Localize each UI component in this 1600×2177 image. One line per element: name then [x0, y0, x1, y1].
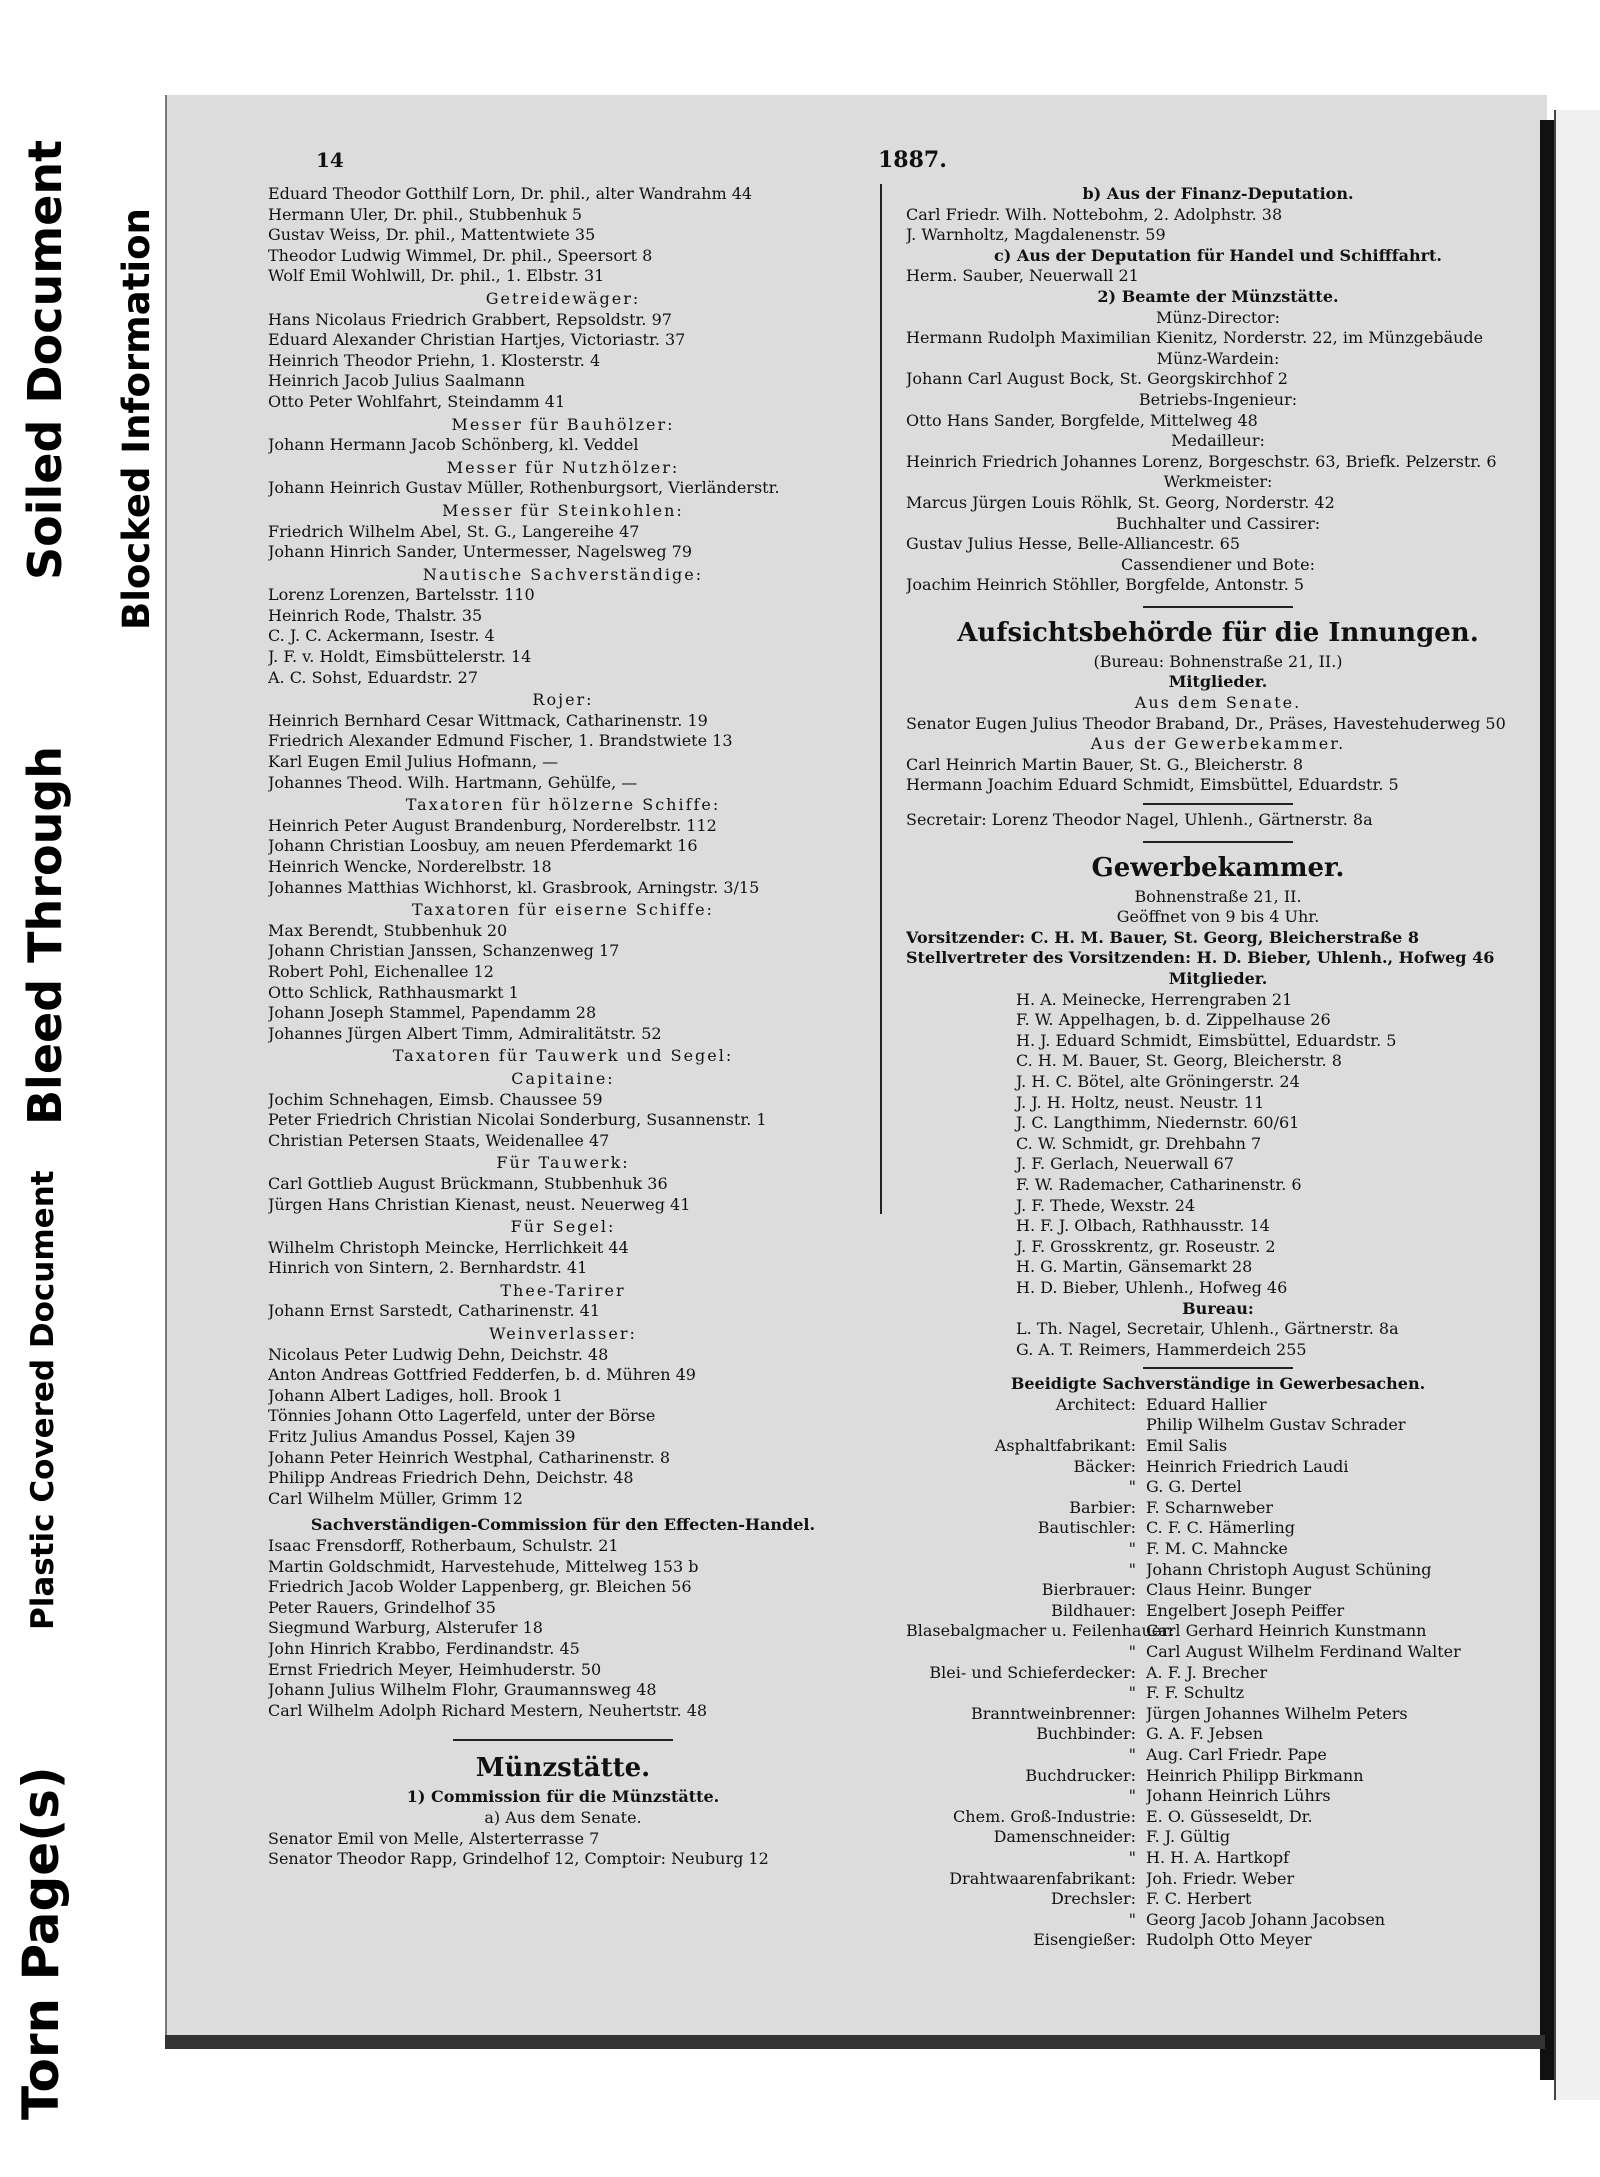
trade-label: Architect:: [1055, 1394, 1136, 1414]
directory-entry: Otto Hans Sander, Borgfelde, Mittelweg 48: [906, 410, 1258, 430]
trade-name: Joh. Friedr. Weber: [1146, 1868, 1295, 1888]
adjacent-page-strip: [1554, 110, 1600, 2100]
trade-name: H. H. A. Hartkopf: [1146, 1847, 1290, 1867]
directory-entry: Christian Petersen Staats, Weidenallee 47: [268, 1130, 610, 1150]
trade-row: [906, 1518, 1530, 1539]
trade-name: Emil Salis: [1146, 1436, 1228, 1456]
subsection-heading: Bureau:: [1182, 1298, 1254, 1318]
subsection-heading: Mitglieder.: [1168, 672, 1268, 692]
directory-entry: Gustav Weiss, Dr. phil., Mattentwiete 35: [268, 225, 596, 245]
directory-entry: Heinrich Bernhard Cesar Wittmack, Catharinenstr. 19: [268, 710, 708, 730]
page-content: [268, 147, 1530, 1980]
trade-row: [906, 1621, 1530, 1642]
trade-name: Jürgen Johannes Wilhelm Peters: [1146, 1703, 1408, 1723]
directory-entry: Siegmund Warburg, Alsterufer 18: [268, 1618, 543, 1638]
directory-entry: Carl Wilhelm Müller, Grimm 12: [268, 1488, 523, 1508]
directory-entry: Senator Eugen Julius Theodor Braband, Dr., Präses, Havestehuderweg 50: [906, 713, 1506, 733]
role-heading: Münz-Director:: [1156, 307, 1280, 327]
subsection-heading: Aus der Gewerbekammer.: [1090, 734, 1346, 754]
directory-entry: Ernst Friedrich Meyer, Heimhuderstr. 50: [268, 1659, 602, 1679]
directory-entry: Senator Theodor Rapp, Grindelhof 12, Comptoir: Neuburg 12: [268, 1849, 769, 1869]
subsection-heading: 1) Commission für die Münzstätte.: [406, 1787, 720, 1807]
directory-entry: Johann Heinrich Gustav Müller, Rothenburgsort, Vierländerstr.: [268, 478, 780, 498]
trade-label: Asphaltfabrikant:: [994, 1436, 1136, 1456]
member-entry: H. D. Bieber, Uhlenh., Hofweg 46: [1016, 1277, 1288, 1297]
trade-label: [906, 1415, 1146, 1436]
directory-entry: Heinrich Friedrich Johannes Lorenz, Borgeschstr. 63, Briefk. Pelzerstr. 6: [906, 451, 1497, 471]
trade-row: [906, 1889, 1530, 1910]
member-entry: J. H. C. Bötel, alte Gröningerstr. 24: [1016, 1071, 1300, 1091]
stamp-plastic-covered: Plastic Covered Document: [25, 1170, 61, 1630]
directory-entry: Robert Pohl, Eichenallee 12: [268, 961, 494, 981]
trade-label: ": [1128, 1539, 1136, 1559]
directory-entry: Fritz Julius Amandus Possel, Kajen 39: [268, 1427, 576, 1447]
directory-entry: Hermann Uler, Dr. phil., Stubbenhuk 5: [268, 204, 583, 224]
directory-entry: Heinrich Jacob Julius Saalmann: [268, 371, 525, 391]
directory-entry: J. F. v. Holdt, Eimsbüttelerstr. 14: [268, 647, 532, 667]
directory-entry: Senator Emil von Melle, Alsterterrasse 7: [268, 1828, 600, 1848]
directory-entry: Tönnies Johann Otto Lagerfeld, unter der Börse: [268, 1406, 656, 1426]
member-entry: J. J. H. Holtz, neust. Neustr. 11: [1016, 1092, 1265, 1112]
trade-name: E. O. Güsseseldt, Dr.: [1146, 1806, 1313, 1826]
trade-label: Buchdrucker:: [1025, 1765, 1136, 1785]
page-header: [268, 147, 1530, 184]
trade-label: Buchbinder:: [1036, 1724, 1136, 1744]
section-heading: Für Tauwerk:: [496, 1153, 630, 1173]
section-address: Bohnenstraße 21, II.: [1134, 886, 1302, 906]
directory-entry: Johannes Theod. Wilh. Hartmann, Gehülfe, —: [268, 772, 638, 792]
left-column: [268, 184, 858, 1870]
trade-name: Heinrich Friedrich Laudi: [1146, 1456, 1349, 1476]
trade-name: Carl August Wilhelm Ferdinand Walter: [1146, 1642, 1461, 1661]
directory-entry: Philipp Andreas Friedrich Dehn, Deichstr. 48: [268, 1468, 634, 1488]
trade-name: F. C. Herbert: [1146, 1889, 1252, 1909]
trade-name: F. M. C. Mahncke: [1146, 1539, 1288, 1559]
trade-name: Johann Heinrich Lührs: [1146, 1786, 1331, 1806]
trade-row: [906, 1704, 1530, 1725]
section-title: Münzstätte.: [475, 1753, 651, 1784]
trade-row: [906, 1498, 1530, 1519]
directory-entry: C. J. C. Ackermann, Isestr. 4: [268, 626, 495, 646]
role-heading: Buchhalter und Cassirer:: [1115, 513, 1321, 533]
directory-entry: Wilhelm Christoph Meincke, Herrlichkeit 44: [268, 1237, 629, 1257]
directory-entry: Otto Peter Wohlfahrt, Steindamm 41: [268, 391, 566, 411]
trade-label: Damenschneider:: [993, 1827, 1136, 1847]
section-heading: Sachverständigen-Commission für den Effecten-Handel.: [310, 1515, 816, 1535]
trade-label: Bildhauer:: [1051, 1600, 1136, 1620]
trade-row: [906, 1745, 1530, 1766]
directory-entry: Stellvertreter des Vorsitzenden: H. D. Bieber, Uhlenh., Hofweg 46: [906, 948, 1495, 968]
section-title: Aufsichtsbehörde für die Innungen.: [957, 617, 1479, 648]
trade-row: [906, 1457, 1530, 1478]
directory-entry: Hermann Joachim Eduard Schmidt, Eimsbüttel, Eduardstr. 5: [906, 775, 1399, 795]
trade-name: Aug. Carl Friedr. Pape: [1146, 1744, 1327, 1764]
directory-entry: Johann Christian Janssen, Schanzenweg 17: [268, 941, 620, 961]
trade-row: [906, 1415, 1530, 1436]
trade-name: C. F. C. Hämerling: [1146, 1518, 1296, 1538]
right-column: [906, 184, 1530, 1951]
directory-entry: Johann Carl August Bock, St. Georgskirchhof 2: [906, 369, 1288, 389]
trade-name: F. F. Schultz: [1146, 1683, 1245, 1703]
directory-entry: Gustav Julius Hesse, Belle-Alliancestr. 65: [906, 534, 1241, 554]
directory-entry: Joachim Heinrich Stöhller, Borgfelde, Antonstr. 5: [906, 575, 1305, 595]
directory-entry: Johann Hermann Jacob Schönberg, kl. Veddel: [268, 435, 639, 455]
subsection-heading: Beeidigte Sachverständige in Gewerbesachen.: [1010, 1374, 1426, 1394]
trade-name: Carl Gerhard Heinrich Kunstmann: [1146, 1621, 1427, 1641]
member-entry: H. F. J. Olbach, Rathhausstr. 14: [1016, 1216, 1270, 1236]
role-heading: Betriebs-Ingenieur:: [1138, 389, 1298, 409]
directory-entry: Martin Goldschmidt, Harvestehude, Mittelweg 153 b: [268, 1556, 699, 1576]
directory-entry: Heinrich Wencke, Norderelbstr. 18: [268, 857, 552, 876]
section-rule: [1143, 1367, 1293, 1369]
trade-label: Blasebalgmacher u. Feilenhauer:: [906, 1621, 1175, 1641]
page-number: 14: [316, 148, 344, 172]
role-heading: Cassendiener und Bote:: [1121, 554, 1315, 574]
trade-row: [906, 1827, 1530, 1848]
trade-row: [906, 1930, 1530, 1951]
directory-entry: A. C. Sohst, Eduardstr. 27: [268, 667, 478, 687]
role-heading: Werkmeister:: [1163, 472, 1273, 492]
directory-entry: Johannes Jürgen Albert Timm, Admiralitätstr. 52: [268, 1023, 662, 1043]
section-title: Gewerbekammer.: [1091, 852, 1345, 883]
directory-entry: Karl Eugen Emil Julius Hofmann, —: [268, 752, 559, 772]
role-heading: Münz-Wardein:: [1156, 348, 1280, 368]
trade-row: [906, 1477, 1530, 1498]
stamp-soiled-document: Soiled Document: [18, 139, 72, 580]
role-heading: Medailleur:: [1171, 431, 1265, 451]
scan-edge-shadow: [1540, 120, 1554, 2080]
trade-row: [906, 1910, 1530, 1931]
directory-entry: Friedrich Alexander Edmund Fischer, 1. Brandstwiete 13: [268, 731, 733, 751]
directory-entry: Johann Christian Loosbuy, am neuen Pferdemarkt 16: [268, 836, 698, 856]
stamp-blocked-information: Blocked Information: [115, 208, 158, 630]
trade-label: Bautischler:: [1037, 1518, 1136, 1538]
trade-label: Drahtwaarenfabrikant:: [949, 1868, 1136, 1888]
directory-entry: John Hinrich Krabbo, Ferdinandstr. 45: [268, 1638, 580, 1658]
directory-entry: Carl Heinrich Martin Bauer, St. G., Bleicherstr. 8: [906, 754, 1303, 774]
directory-entry: Marcus Jürgen Louis Röhlk, St. Georg, Norderstr. 42: [906, 492, 1335, 512]
section-rule: [453, 1739, 673, 1741]
directory-entry: Max Berendt, Stubbenhuk 20: [268, 920, 508, 940]
directory-entry: Johann Peter Heinrich Westphal, Catharinenstr. 8: [268, 1447, 671, 1467]
directory-entry: Heinrich Peter August Brandenburg, Norderelbstr. 112: [268, 815, 717, 835]
trade-label: ": [1128, 1642, 1136, 1661]
trade-name: Georg Jacob Johann Jacobsen: [1146, 1909, 1386, 1929]
trade-name: Claus Heinr. Bunger: [1146, 1580, 1312, 1600]
member-entry: H. J. Eduard Schmidt, Eimsbüttel, Eduardstr. 5: [1016, 1030, 1397, 1050]
section-heading: Nautische Sachverständige:: [422, 564, 704, 584]
document-condition-stamps: [0, 0, 160, 2177]
directory-entry: Otto Schlick, Rathhausmarkt 1: [268, 982, 519, 1002]
directory-entry: Carl Friedr. Wilh. Nottebohm, 2. Adolphstr. 38: [906, 204, 1283, 224]
trade-name: F. Scharnweber: [1146, 1497, 1274, 1517]
trade-label: Barbier:: [1069, 1497, 1136, 1517]
trade-label: ": [1128, 1847, 1136, 1867]
trade-name: Johann Christoph August Schüning: [1146, 1559, 1432, 1579]
trade-row: [906, 1724, 1530, 1745]
subsection-heading: 2) Beamte der Münzstätte.: [1097, 286, 1339, 306]
directory-entry: Peter Friedrich Christian Nicolai Sonderburg, Susannenstr. 1: [268, 1110, 767, 1130]
directory-entry: Carl Gottlieb August Brückmann, Stubbenhuk 36: [268, 1173, 668, 1193]
subsection-heading: Mitglieder.: [1168, 969, 1268, 988]
trade-row: [906, 1580, 1530, 1601]
trade-label: Drechsler:: [1050, 1889, 1136, 1909]
trade-name: Philip Wilhelm Gustav Schrader: [1146, 1415, 1406, 1435]
stamp-torn-pages: Torn Page(s): [12, 1766, 70, 2120]
directory-entry: Johann Julius Wilhelm Flohr, Graumannsweg 48: [268, 1680, 657, 1700]
directory-entry: Hermann Rudolph Maximilian Kienitz, Norderstr. 22, im Münzgebäude: [906, 328, 1484, 348]
trade-label: ": [1128, 1559, 1136, 1579]
directory-entry: Wolf Emil Wohlwill, Dr. phil., 1. Elbstr. 31: [268, 266, 605, 286]
trade-row: [906, 1766, 1530, 1787]
trade-label: Bäcker:: [1073, 1456, 1136, 1476]
directory-entry: Vorsitzender: C. H. M. Bauer, St. Georg, Bleicherstraße 8: [906, 927, 1419, 947]
directory-entry: Lorenz Lorenzen, Bartelsstr. 110: [268, 585, 535, 605]
section-heading: Thee-Tarirer: [500, 1280, 626, 1300]
directory-entry: Johann Ernst Sarstedt, Catharinenstr. 41: [268, 1301, 601, 1321]
member-entry: C. H. M. Bauer, St. Georg, Bleicherstr. 8: [1016, 1051, 1342, 1071]
trade-row: [906, 1642, 1530, 1663]
member-entry: F. W. Appelhagen, b. d. Zippelhause 26: [1016, 1010, 1331, 1030]
directory-entry: Nicolaus Peter Ludwig Dehn, Deichstr. 48: [268, 1344, 609, 1364]
section-heading: Taxatoren für Tauwerk und Segel:: [392, 1046, 734, 1066]
trade-row: [906, 1539, 1530, 1560]
section-address: (Bureau: Bohnenstraße 21, II.): [1093, 651, 1343, 671]
directory-entry: Jürgen Hans Christian Kienast, neust. Neuerweg 41: [268, 1194, 691, 1214]
trade-label: ": [1128, 1786, 1136, 1806]
trade-label: Bierbrauer:: [1041, 1580, 1136, 1600]
directory-entry: Eduard Theodor Gotthilf Lorn, Dr. phil., alter Wandrahm 44: [268, 184, 753, 203]
trade-row: [906, 1436, 1530, 1457]
trade-label: ": [1128, 1683, 1136, 1703]
directory-entry: Isaac Frensdorff, Rotherbaum, Schulstr. 21: [268, 1536, 619, 1555]
section-heading: Taxatoren für hölzerne Schiffe:: [405, 795, 721, 815]
member-entry: G. A. T. Reimers, Hammerdeich 255: [1016, 1339, 1307, 1359]
trade-label: Blei- und Schieferdecker:: [929, 1662, 1136, 1682]
subsection-heading: c) Aus der Deputation für Handel und Schifffahrt.: [994, 245, 1442, 265]
trade-name: Engelbert Joseph Peiffer: [1146, 1600, 1345, 1620]
directory-entry: Eduard Alexander Christian Hartjes, Victoriastr. 37: [268, 330, 686, 350]
column-divider: [880, 184, 882, 1214]
trade-label: ": [1128, 1909, 1136, 1929]
subsection-heading: b) Aus der Finanz-Deputation.: [1082, 184, 1354, 203]
section-heading: Capitaine:: [511, 1068, 615, 1088]
section-heading: Taxatoren für eiserne Schiffe:: [412, 900, 714, 920]
trade-row: [906, 1848, 1530, 1869]
scan-bottom-edge: [165, 2035, 1545, 2049]
directory-entry: Johannes Matthias Wichhorst, kl. Grasbrook, Arningstr. 3/15: [268, 877, 760, 897]
section-hours: Geöffnet von 9 bis 4 Uhr.: [1116, 907, 1320, 927]
trade-name: G. A. F. Jebsen: [1146, 1724, 1263, 1744]
stamp-bleed-through: Bleed Through: [18, 745, 72, 1125]
member-entry: H. G. Martin, Gänsemarkt 28: [1016, 1257, 1253, 1277]
section-heading: Messer für Nutzhölzer:: [446, 457, 680, 477]
directory-entry: Johann Joseph Stammel, Papendamm 28: [268, 1003, 597, 1023]
trade-name: Rudolph Otto Meyer: [1146, 1930, 1312, 1950]
trade-name: F. J. Gültig: [1146, 1827, 1231, 1847]
member-entry: F. W. Rademacher, Catharinenstr. 6: [1016, 1174, 1302, 1194]
trade-label: ": [1128, 1744, 1136, 1764]
directory-entry: J. Warnholtz, Magdalenenstr. 59: [906, 225, 1166, 245]
subsection-heading: Aus dem Senate.: [1134, 693, 1302, 713]
section-heading: Messer für Bauhölzer:: [451, 414, 675, 434]
directory-entry: Anton Andreas Gottfried Fedderfen, b. d. Mühren 49: [268, 1365, 696, 1385]
directory-entry: Peter Rauers, Grindelhof 35: [268, 1597, 496, 1617]
directory-entry: Heinrich Rode, Thalstr. 35: [268, 605, 483, 625]
directory-entry: Hinrich von Sintern, 2. Bernhardstr. 41: [268, 1258, 588, 1278]
directory-entry: Friedrich Jacob Wolder Lappenberg, gr. Bleichen 56: [268, 1577, 692, 1597]
member-entry: C. W. Schmidt, gr. Drehbahn 7: [1016, 1133, 1262, 1153]
directory-entry: Herm. Sauber, Neuerwall 21: [906, 266, 1139, 286]
subsection-heading: a) Aus dem Senate.: [484, 1807, 642, 1827]
section-rule: [1143, 841, 1293, 843]
trade-name: Heinrich Philipp Birkmann: [1146, 1765, 1364, 1785]
trade-label: ": [1128, 1477, 1136, 1497]
member-entry: J. F. Thede, Wexstr. 24: [1016, 1195, 1196, 1215]
directory-entry: Carl Wilhelm Adolph Richard Mestern, Neuhertstr. 48: [268, 1700, 708, 1720]
trade-label: Eisengießer:: [1033, 1930, 1136, 1950]
section-heading: Getreidewäger:: [485, 288, 641, 308]
directory-entry: Hans Nicolaus Friedrich Grabbert, Repsoldstr. 97: [268, 309, 672, 329]
directory-entry: Johann Hinrich Sander, Untermesser, Nagelsweg 79: [268, 542, 693, 562]
directory-entry: Heinrich Theodor Priehn, 1. Klosterstr. 4: [268, 350, 601, 370]
trade-row: [906, 1786, 1530, 1807]
directory-entry: Johann Albert Ladiges, holl. Brook 1: [268, 1385, 563, 1405]
trade-row: [906, 1560, 1530, 1581]
trade-row: [906, 1601, 1530, 1622]
directory-entry: Secretair: Lorenz Theodor Nagel, Uhlenh., Gärtnerstr. 8a: [906, 810, 1373, 830]
trade-label: Branntweinbrenner:: [970, 1703, 1136, 1723]
trade-row: [906, 1683, 1530, 1704]
trade-label: Chem. Groß-Industrie:: [953, 1806, 1136, 1826]
trade-name: G. G. Dertel: [1146, 1477, 1242, 1497]
directory-entry: Jochim Schnehagen, Eimsb. Chaussee 59: [268, 1089, 603, 1109]
member-entry: J. F. Grosskrentz, gr. Roseustr. 2: [1016, 1236, 1276, 1256]
trade-name: A. F. J. Brecher: [1146, 1662, 1268, 1682]
member-entry: J. C. Langthimm, Niedernstr. 60/61: [1016, 1113, 1300, 1133]
directory-entry: Theodor Ludwig Wimmel, Dr. phil., Speersort 8: [268, 245, 653, 265]
member-entry: J. F. Gerlach, Neuerwall 67: [1016, 1154, 1234, 1174]
trade-row: [906, 1869, 1530, 1890]
section-heading: Rojer:: [532, 690, 594, 710]
trade-name: Eduard Hallier: [1146, 1394, 1267, 1414]
section-rule: [1143, 606, 1293, 608]
directory-entry: Friedrich Wilhelm Abel, St. G., Langereihe 47: [268, 521, 640, 541]
section-heading: Messer für Steinkohlen:: [442, 500, 684, 520]
member-entry: L. Th. Nagel, Secretair, Uhlenh., Gärtnerstr. 8a: [1016, 1319, 1399, 1339]
trade-row: [906, 1663, 1530, 1684]
section-heading: Für Segel:: [510, 1217, 616, 1237]
trade-row: [906, 1807, 1530, 1828]
section-rule: [1143, 803, 1293, 805]
trade-row: [906, 1395, 1530, 1416]
section-heading: Weinverlasser:: [489, 1324, 637, 1344]
page-year: 1887.: [878, 147, 947, 173]
member-entry: H. A. Meinecke, Herrengraben 21: [1016, 989, 1293, 1009]
